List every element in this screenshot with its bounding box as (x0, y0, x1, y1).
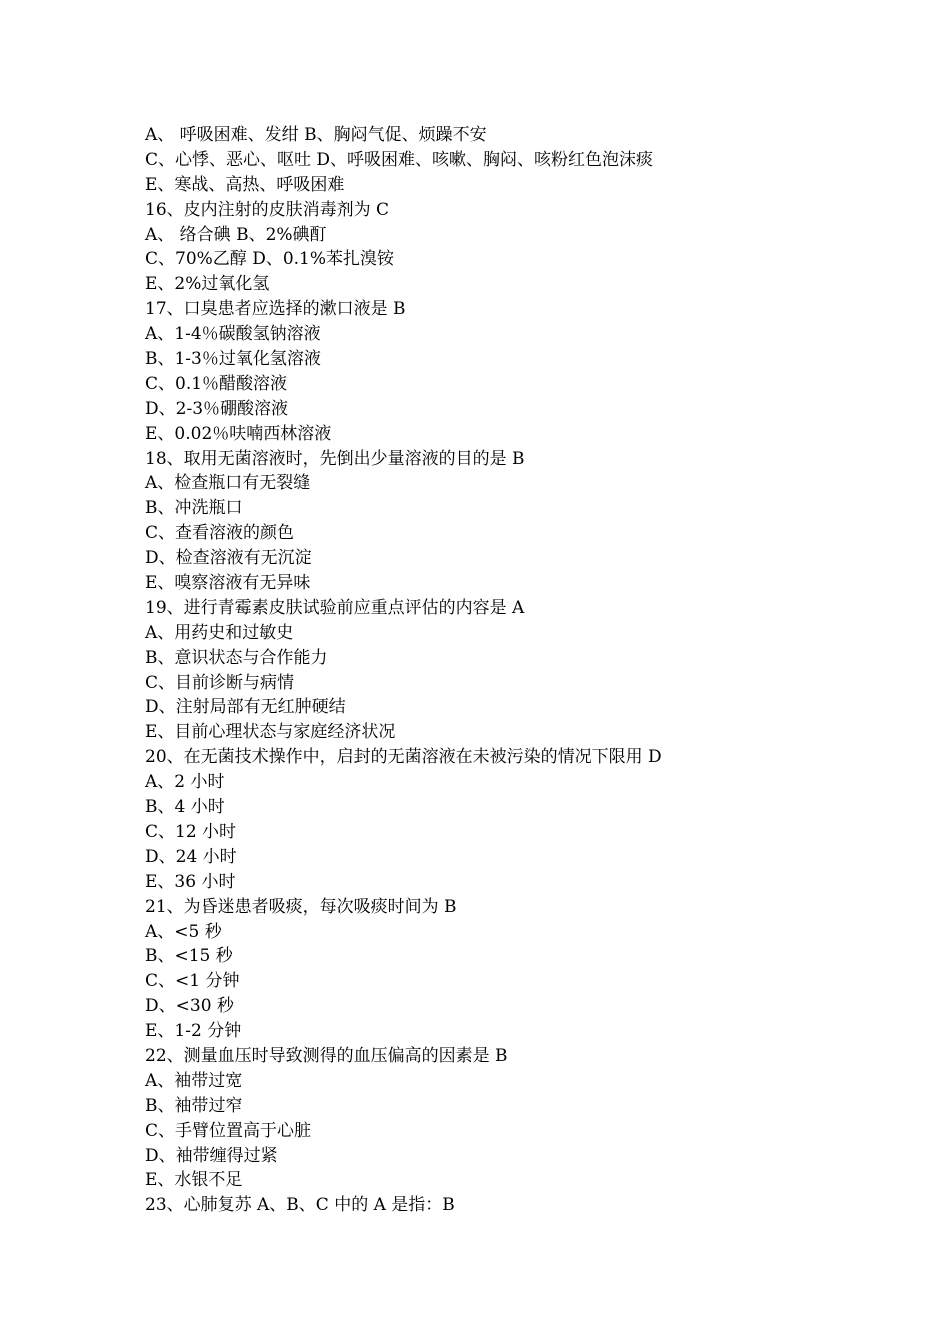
document-body (145, 123, 845, 1218)
question-line: 16、皮内注射的皮肤消毒剂为 C (145, 199, 390, 220)
option-line: A、检查瓶口有无裂缝 (145, 473, 311, 494)
question-line: 17、口臭患者应选择的漱口液是 B (145, 299, 406, 320)
option-line: A、用药史和过敏史 (145, 622, 294, 643)
question-line: 21、为昏迷患者吸痰，每次吸痰时间为 B (145, 896, 457, 917)
option-line: C、0.1％醋酸溶液 (145, 373, 288, 394)
option-line: C、70%乙醇 D、0.1%苯扎溴铵 (145, 249, 395, 270)
option-line: D、袖带缠得过紧 (145, 1145, 278, 1166)
text-line: C、心悸、恶心、呕吐 D、呼吸困难、咳嗽、胸闷、咳粉红色泡沫痰 (145, 149, 654, 170)
option-line: A、2 小时 (145, 772, 225, 793)
option-line: E、0.02％呋喃西林溶液 (145, 423, 332, 444)
option-line: B、意识状态与合作能力 (145, 647, 328, 668)
option-line: A、<5 秒 (145, 921, 222, 942)
option-line: B、<15 秒 (145, 946, 233, 967)
option-line: D、检查溶液有无沉淀 (145, 548, 312, 569)
option-line: A、1-4％碳酸氢钠溶液 (145, 324, 321, 345)
option-line: D、<30 秒 (145, 996, 234, 1017)
option-line: C、手臂位置高于心脏 (145, 1120, 312, 1141)
text-line: A、 呼吸困难、发绀 B、胸闷气促、烦躁不安 (145, 125, 487, 145)
option-line: C、查看溶液的颜色 (145, 523, 295, 544)
option-line: C、目前诊断与病情 (145, 672, 295, 693)
option-line: E、36 小时 (145, 871, 236, 892)
option-line: B、4 小时 (145, 797, 225, 818)
option-line: E、2%过氧化氢 (145, 274, 270, 295)
option-line: E、目前心理状态与家庭经济状况 (145, 722, 396, 743)
text-line: E、寒战、高热、呼吸困难 (145, 174, 345, 195)
option-line: E、1-2 分钟 (145, 1021, 242, 1042)
option-line: A、袖带过宽 (145, 1070, 243, 1091)
option-line: B、1-3％过氧化氢溶液 (145, 349, 321, 370)
question-line: 19、进行青霉素皮肤试验前应重点评估的内容是 A (145, 597, 525, 618)
option-line: B、袖带过窄 (145, 1095, 243, 1116)
question-line: 22、测量血压时导致测得的血压偏高的因素是 B (145, 1045, 508, 1066)
option-line: B、冲洗瓶口 (145, 498, 243, 519)
option-line: C、<1 分钟 (145, 971, 240, 992)
option-line: C、12 小时 (145, 821, 237, 842)
question-line: 18、取用无菌溶液时，先倒出少量溶液的目的是 B (145, 448, 525, 469)
question-line: 20、在无菌技术操作中，启封的无菌溶液在未被污染的情况下限用 D (145, 747, 662, 768)
option-line: E、嗅察溶液有无异味 (145, 573, 311, 594)
option-line: E、水银不足 (145, 1170, 243, 1191)
option-line: D、2-3％硼酸溶液 (145, 398, 289, 419)
question-line: 23、心肺复苏 A、B、C 中的 A 是指：B (145, 1195, 455, 1216)
option-line: A、 络合碘 B、2%碘酊 (145, 224, 327, 245)
option-line: D、24 小时 (145, 846, 237, 867)
option-line: D、注射局部有无红肿硬结 (145, 697, 346, 718)
